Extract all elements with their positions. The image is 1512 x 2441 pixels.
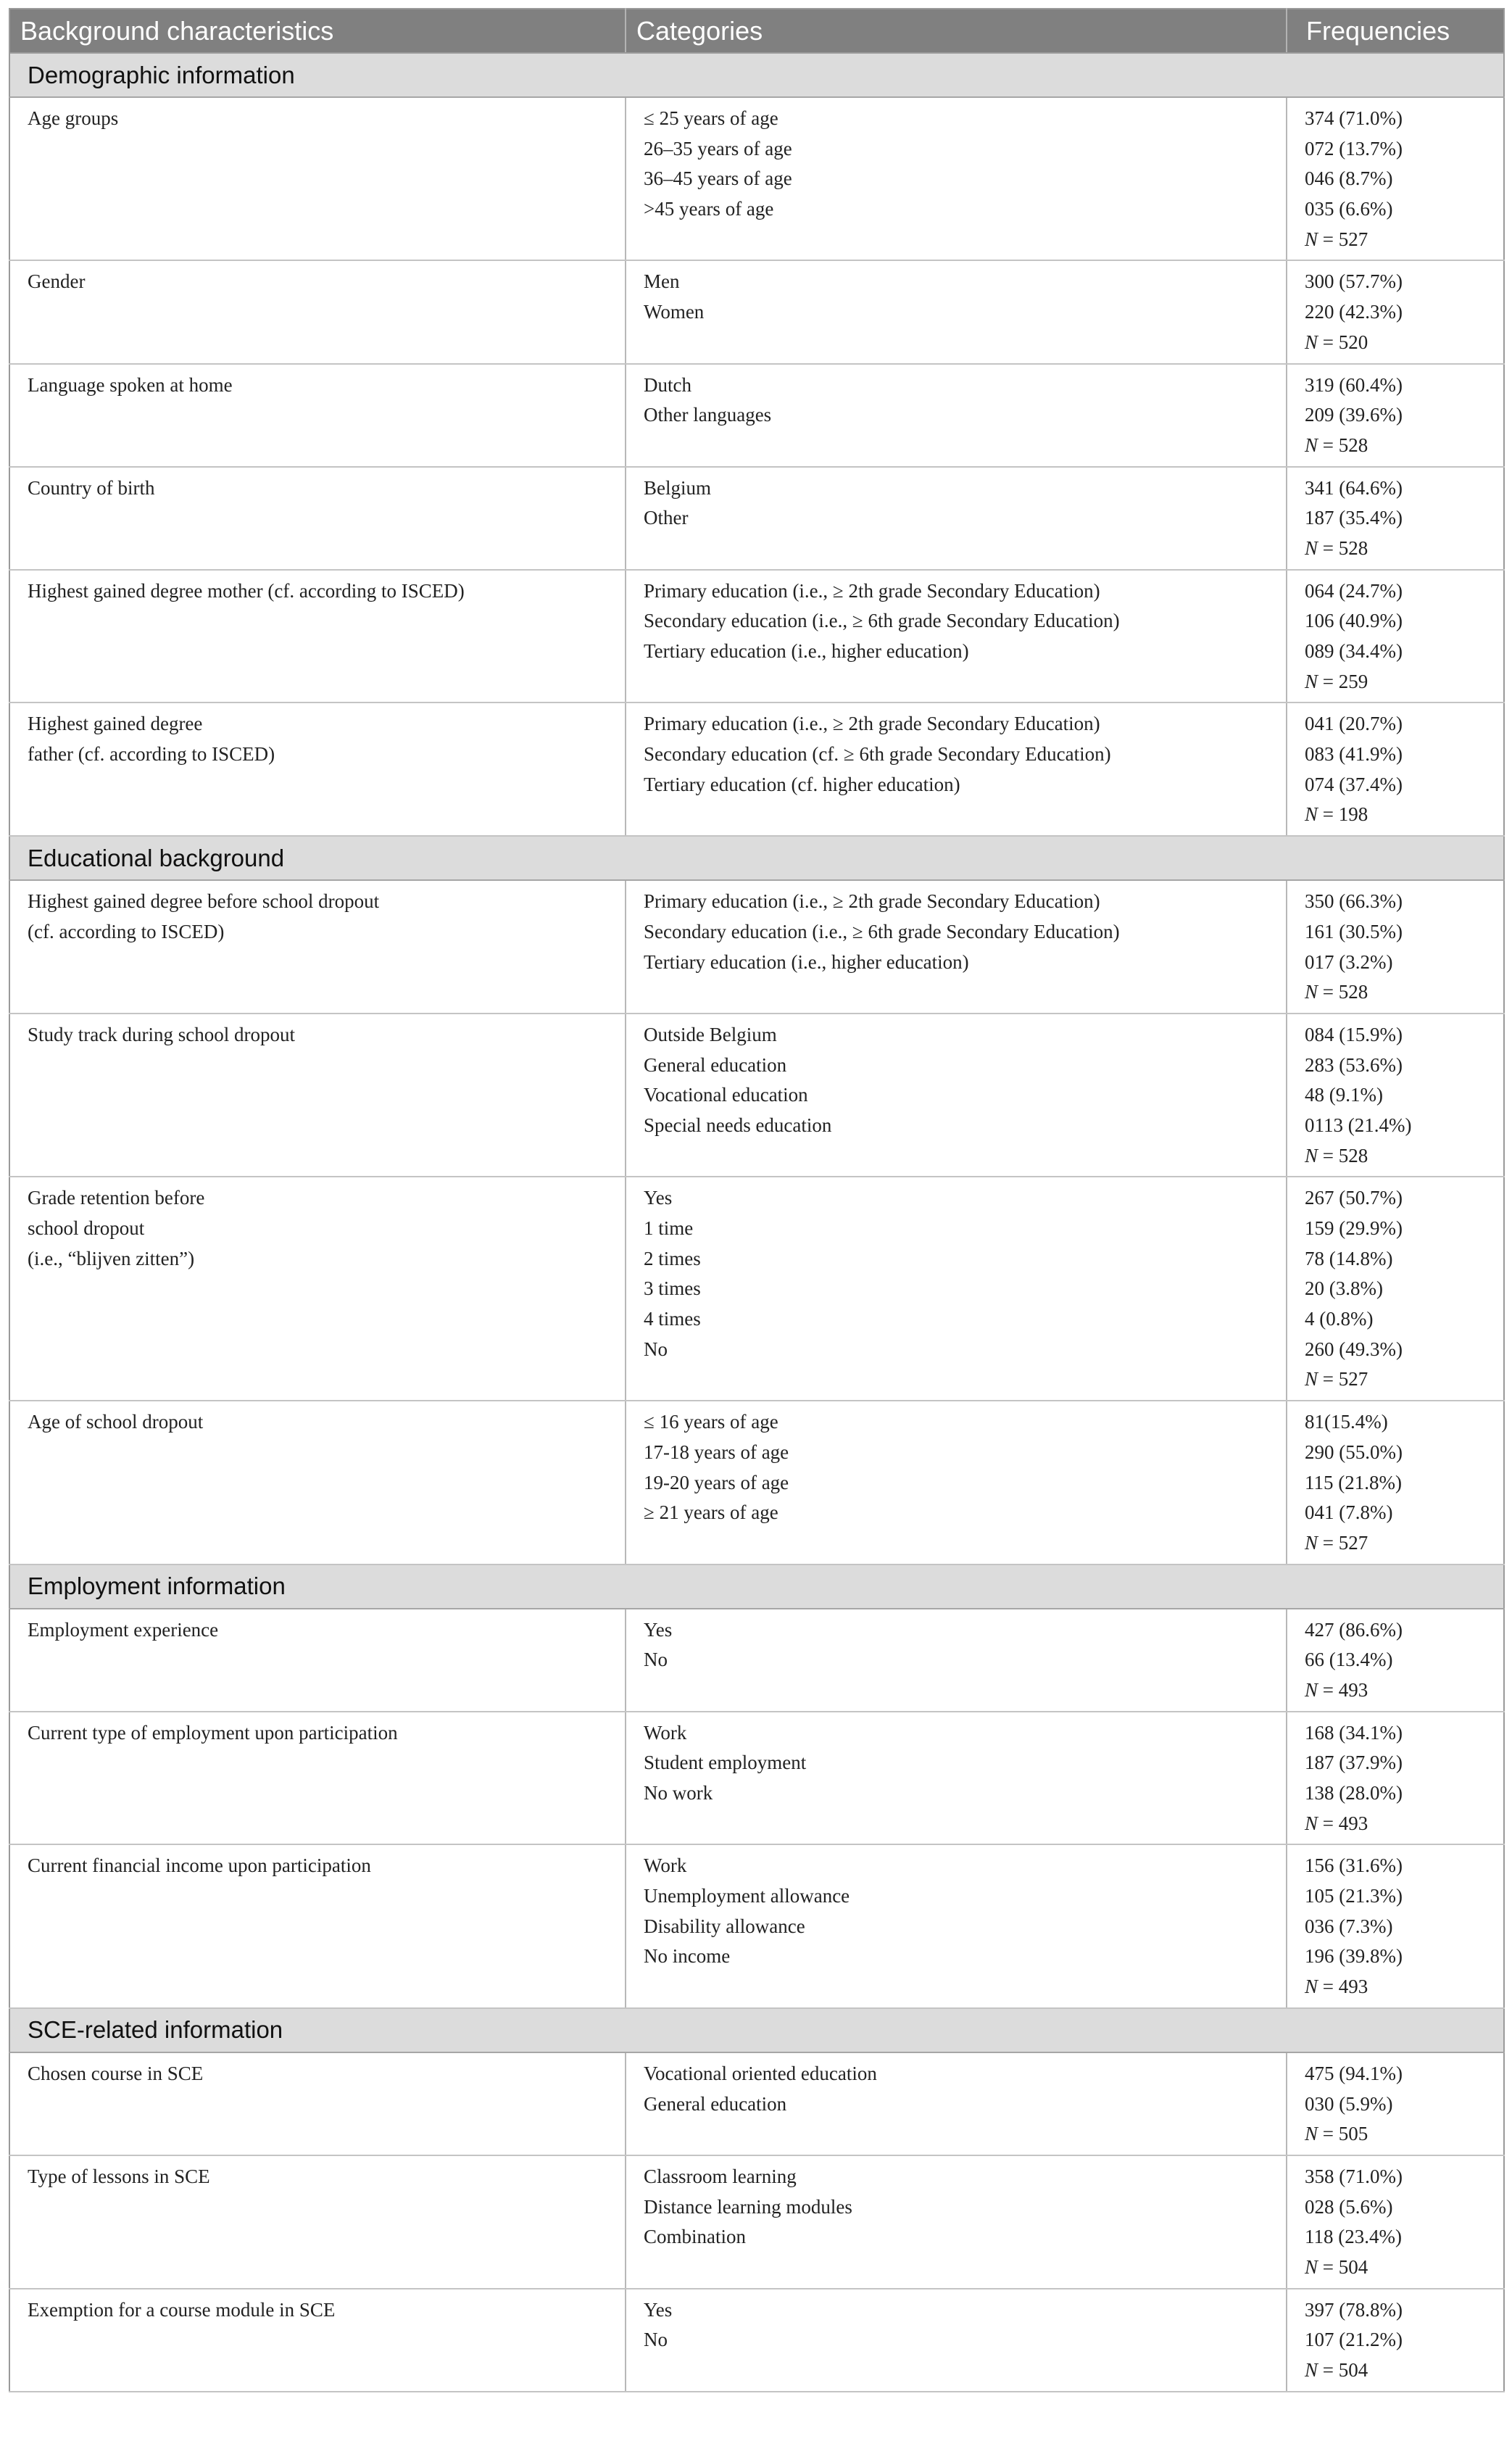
frequencies-cell	[1287, 364, 1504, 467]
sample-size-label: N	[1305, 981, 1318, 1003]
frequencies-cell	[1287, 703, 1504, 836]
sample-size	[1305, 800, 1503, 830]
frequency-value: 48 (9.1%)	[1305, 1084, 1383, 1106]
frequency-value: 030 (5.9%)	[1305, 2092, 1393, 2115]
characteristic-name: Age of school dropout	[9, 1401, 626, 1564]
category-item: Primary education (i.e., ≥ 2th grade Secondary Education)	[644, 890, 1100, 913]
table-header	[9, 9, 1504, 53]
category-item: No	[644, 2329, 668, 2351]
section-header-row	[9, 1565, 1504, 1609]
frequency-value: 300 (57.7%)	[1305, 270, 1403, 293]
frequency-value: 358 (71.0%)	[1305, 2165, 1403, 2187]
sample-size	[1305, 2119, 1503, 2150]
sample-size-label: N	[1305, 2123, 1318, 2145]
section-header-row	[9, 2008, 1504, 2052]
frequencies-cell	[1287, 1844, 1504, 2007]
frequencies-cell	[1287, 2155, 1504, 2289]
sample-size-label: N	[1305, 1812, 1318, 1834]
category-item: Work	[644, 1854, 687, 1877]
sample-size-value: = 527	[1318, 228, 1368, 250]
sample-size-value: = 528	[1318, 434, 1368, 456]
sample-size-label: N	[1305, 2255, 1318, 2278]
sample-size-label: N	[1305, 1368, 1318, 1391]
sample-size-label: N	[1305, 536, 1318, 559]
category-item: No work	[644, 1782, 713, 1804]
sample-size-label: N	[1305, 434, 1318, 456]
header-background-characteristics: Background characteristics	[9, 9, 626, 53]
categories-cell	[626, 1177, 1287, 1401]
category-item: 26–35 years of age	[644, 137, 792, 159]
categories-cell	[626, 570, 1287, 703]
sample-size-value: = 520	[1318, 331, 1368, 353]
frequency-value: 20 (3.8%)	[1305, 1277, 1383, 1300]
frequencies-cell	[1287, 880, 1504, 1014]
characteristic-name: Highest gained degree before school dropout (cf. according to ISCED)	[9, 880, 626, 1014]
category-item: Dutch	[644, 373, 691, 396]
sample-size	[1305, 1972, 1503, 2002]
category-item: Men	[644, 270, 680, 293]
category-item: Distance learning modules	[644, 2195, 852, 2218]
frequency-value: 350 (66.3%)	[1305, 890, 1403, 913]
section-header-row	[9, 836, 1504, 880]
table-row	[9, 364, 1504, 467]
table-row	[9, 1014, 1504, 1177]
background-characteristics-table	[9, 8, 1505, 2392]
frequency-value: 036 (7.3%)	[1305, 1915, 1393, 1937]
frequency-value: 267 (50.7%)	[1305, 1187, 1403, 1209]
sample-size-value: = 504	[1318, 2359, 1368, 2381]
table-row	[9, 2052, 1504, 2155]
category-item: Yes	[644, 1618, 673, 1641]
section-title: Educational background	[9, 836, 1504, 880]
frequency-value: 159 (29.9%)	[1305, 1217, 1403, 1239]
frequency-value: 035 (6.6%)	[1305, 198, 1393, 220]
frequencies-cell	[1287, 260, 1504, 363]
category-item: Tertiary education (i.e., higher education)	[644, 640, 969, 662]
table-row	[9, 260, 1504, 363]
category-item: Student employment	[644, 1752, 807, 1774]
category-item: 4 times	[644, 1308, 701, 1330]
category-item: General education	[644, 1053, 787, 1076]
characteristic-name: Chosen course in SCE	[9, 2052, 626, 2155]
characteristic-name: Current financial income upon participation	[9, 1844, 626, 2007]
section-title: Employment information	[9, 1565, 1504, 1609]
category-item: No	[644, 1649, 668, 1671]
frequency-value: 260 (49.3%)	[1305, 1338, 1403, 1360]
characteristic-name: Grade retention before school dropout (i.e., “blijven zitten”)	[9, 1177, 626, 1401]
frequency-value: 041 (20.7%)	[1305, 713, 1403, 735]
category-item: No income	[644, 1945, 731, 1968]
frequency-value: 209 (39.6%)	[1305, 404, 1403, 426]
frequency-value: 168 (34.1%)	[1305, 1721, 1403, 1744]
categories-cell	[626, 1014, 1287, 1177]
table-container	[9, 8, 1503, 2392]
categories-cell	[626, 1401, 1287, 1564]
frequencies-cell	[1287, 1177, 1504, 1401]
frequency-value: 041 (7.8%)	[1305, 1501, 1393, 1524]
table-row	[9, 2155, 1504, 2289]
header-categories: Categories	[626, 9, 1287, 53]
sample-size	[1305, 1809, 1503, 1839]
sample-size-value: = 527	[1318, 1531, 1368, 1554]
header-frequencies: Frequencies	[1287, 9, 1504, 53]
sample-size-label: N	[1305, 1144, 1318, 1166]
frequencies-cell	[1287, 1712, 1504, 1845]
frequency-value: 106 (40.9%)	[1305, 610, 1403, 632]
category-item: Other	[644, 507, 689, 529]
sample-size-label: N	[1305, 228, 1318, 250]
table-body	[9, 53, 1504, 2392]
header-row	[9, 9, 1504, 53]
frequencies-cell	[1287, 2052, 1504, 2155]
sample-size	[1305, 225, 1503, 255]
frequency-value: 475 (94.1%)	[1305, 2062, 1403, 2084]
category-item: Yes	[644, 1187, 673, 1209]
category-item: Women	[644, 301, 705, 323]
category-item: Unemployment allowance	[644, 1885, 850, 1907]
category-item: Classroom learning	[644, 2165, 797, 2187]
categories-cell	[626, 260, 1287, 363]
category-item: 3 times	[644, 1277, 701, 1300]
frequency-value: 0113 (21.4%)	[1305, 1114, 1412, 1136]
category-item: 19-20 years of age	[644, 1471, 789, 1493]
frequency-value: 283 (53.6%)	[1305, 1053, 1403, 1076]
category-item: Work	[644, 1721, 687, 1744]
sample-size	[1305, 2355, 1503, 2386]
frequency-value: 78 (14.8%)	[1305, 1247, 1393, 1269]
frequency-value: 156 (31.6%)	[1305, 1854, 1403, 1877]
table-row	[9, 97, 1504, 260]
frequency-value: 074 (37.4%)	[1305, 773, 1403, 795]
frequency-value: 105 (21.3%)	[1305, 1885, 1403, 1907]
category-item: Vocational oriented education	[644, 2062, 877, 2084]
category-item: Disability allowance	[644, 1915, 805, 1937]
frequency-value: 319 (60.4%)	[1305, 373, 1403, 396]
section-title: SCE-related information	[9, 2008, 1504, 2052]
frequency-value: 017 (3.2%)	[1305, 950, 1393, 973]
categories-cell	[626, 2289, 1287, 2392]
characteristic-name: Exemption for a course module in SCE	[9, 2289, 626, 2392]
frequencies-cell	[1287, 1609, 1504, 1712]
category-item: Special needs education	[644, 1114, 832, 1136]
category-item: Other languages	[644, 404, 772, 426]
frequency-value: 341 (64.6%)	[1305, 476, 1403, 499]
sample-size-value: = 493	[1318, 1976, 1368, 1998]
table-row	[9, 570, 1504, 703]
characteristic-name: Gender	[9, 260, 626, 363]
sample-size-label: N	[1305, 2359, 1318, 2381]
characteristic-name: Employment experience	[9, 1609, 626, 1712]
frequency-value: 187 (35.4%)	[1305, 507, 1403, 529]
frequency-value: 187 (37.9%)	[1305, 1752, 1403, 1774]
category-item: >45 years of age	[644, 198, 774, 220]
sample-size	[1305, 1675, 1503, 1706]
categories-cell	[626, 467, 1287, 570]
sample-size-value: = 505	[1318, 2123, 1368, 2145]
section-header-row	[9, 53, 1504, 97]
frequency-value: 072 (13.7%)	[1305, 137, 1403, 159]
frequency-value: 084 (15.9%)	[1305, 1023, 1403, 1045]
frequency-value: 290 (55.0%)	[1305, 1441, 1403, 1463]
sample-size-label: N	[1305, 1678, 1318, 1701]
frequency-value: 374 (71.0%)	[1305, 107, 1403, 129]
category-item: Tertiary education (cf. higher education)	[644, 773, 960, 795]
frequencies-cell	[1287, 1014, 1504, 1177]
category-item: ≥ 21 years of age	[644, 1501, 778, 1524]
category-item: Secondary education (i.e., ≥ 6th grade Secondary Education)	[644, 610, 1120, 632]
category-item: Yes	[644, 2298, 673, 2321]
sample-size-label: N	[1305, 331, 1318, 353]
table-row	[9, 703, 1504, 836]
table-row	[9, 1177, 1504, 1401]
sample-size-value: = 198	[1318, 803, 1368, 826]
characteristic-name: Country of birth	[9, 467, 626, 570]
sample-size	[1305, 977, 1503, 1008]
category-item: Tertiary education (i.e., higher education)	[644, 950, 969, 973]
category-item: Vocational education	[644, 1084, 808, 1106]
frequency-value: 161 (30.5%)	[1305, 920, 1403, 942]
sample-size-label: N	[1305, 1976, 1318, 1998]
categories-cell	[626, 1712, 1287, 1845]
characteristic-name: Highest gained degree father (cf. according to ISCED)	[9, 703, 626, 836]
category-item: Secondary education (cf. ≥ 6th grade Secondary Education)	[644, 743, 1111, 766]
characteristic-name: Language spoken at home	[9, 364, 626, 467]
frequency-value: 81(15.4%)	[1305, 1411, 1388, 1433]
table-row	[9, 1712, 1504, 1845]
table-row	[9, 1609, 1504, 1712]
characteristic-name: Current type of employment upon participation	[9, 1712, 626, 1845]
frequency-value: 046 (8.7%)	[1305, 167, 1393, 190]
frequency-value: 138 (28.0%)	[1305, 1782, 1403, 1804]
sample-size-value: = 527	[1318, 1368, 1368, 1391]
category-item: Combination	[644, 2226, 746, 2248]
category-item: Secondary education (i.e., ≥ 6th grade Secondary Education)	[644, 920, 1120, 942]
frequency-value: 118 (23.4%)	[1305, 2226, 1402, 2248]
frequency-value: 064 (24.7%)	[1305, 579, 1403, 602]
characteristic-name: Type of lessons in SCE	[9, 2155, 626, 2289]
category-item: ≤ 25 years of age	[644, 107, 778, 129]
frequency-value: 089 (34.4%)	[1305, 640, 1403, 662]
characteristic-name: Highest gained degree mother (cf. according to ISCED)	[9, 570, 626, 703]
categories-cell	[626, 2155, 1287, 2289]
sample-size-value: = 259	[1318, 670, 1368, 692]
frequencies-cell	[1287, 570, 1504, 703]
frequency-value: 083 (41.9%)	[1305, 743, 1403, 766]
table-row	[9, 1401, 1504, 1564]
table-row	[9, 2289, 1504, 2392]
frequency-value: 66 (13.4%)	[1305, 1649, 1393, 1671]
category-item: Belgium	[644, 476, 711, 499]
frequency-value: 196 (39.8%)	[1305, 1945, 1403, 1968]
sample-size	[1305, 1364, 1503, 1395]
category-item: No	[644, 1338, 668, 1360]
characteristic-name: Age groups	[9, 97, 626, 260]
sample-size	[1305, 1528, 1503, 1559]
frequency-value: 4 (0.8%)	[1305, 1308, 1374, 1330]
sample-size-label: N	[1305, 803, 1318, 826]
frequency-value: 220 (42.3%)	[1305, 301, 1403, 323]
sample-size-value: = 493	[1318, 1812, 1368, 1834]
table-row	[9, 1844, 1504, 2007]
category-item: Primary education (i.e., ≥ 2th grade Secondary Education)	[644, 713, 1100, 735]
category-item: 36–45 years of age	[644, 167, 792, 190]
category-item: 1 time	[644, 1217, 694, 1239]
frequency-value: 028 (5.6%)	[1305, 2195, 1393, 2218]
category-item: Outside Belgium	[644, 1023, 777, 1045]
category-item: 17-18 years of age	[644, 1441, 789, 1463]
frequency-value: 427 (86.6%)	[1305, 1618, 1403, 1641]
frequency-value: 397 (78.8%)	[1305, 2298, 1403, 2321]
frequencies-cell	[1287, 467, 1504, 570]
frequencies-cell	[1287, 1401, 1504, 1564]
sample-size-value: = 528	[1318, 1144, 1368, 1166]
table-row	[9, 880, 1504, 1014]
sample-size	[1305, 2253, 1503, 2283]
sample-size-value: = 493	[1318, 1678, 1368, 1701]
categories-cell	[626, 2052, 1287, 2155]
sample-size-value: = 528	[1318, 981, 1368, 1003]
category-item: General education	[644, 2092, 787, 2115]
sample-size	[1305, 1141, 1503, 1172]
table-row	[9, 467, 1504, 570]
sample-size	[1305, 667, 1503, 697]
category-item: ≤ 16 years of age	[644, 1411, 778, 1433]
sample-size-value: = 504	[1318, 2255, 1368, 2278]
categories-cell	[626, 364, 1287, 467]
sample-size-value: = 528	[1318, 536, 1368, 559]
sample-size	[1305, 431, 1503, 461]
frequencies-cell	[1287, 97, 1504, 260]
sample-size-label: N	[1305, 1531, 1318, 1554]
categories-cell	[626, 880, 1287, 1014]
section-title: Demographic information	[9, 53, 1504, 97]
frequency-value: 115 (21.8%)	[1305, 1471, 1402, 1493]
categories-cell	[626, 1609, 1287, 1712]
categories-cell	[626, 703, 1287, 836]
category-item: Primary education (i.e., ≥ 2th grade Secondary Education)	[644, 579, 1100, 602]
sample-size	[1305, 328, 1503, 358]
frequency-value: 107 (21.2%)	[1305, 2329, 1403, 2351]
sample-size-label: N	[1305, 670, 1318, 692]
categories-cell	[626, 97, 1287, 260]
frequencies-cell	[1287, 2289, 1504, 2392]
category-item: 2 times	[644, 1247, 701, 1269]
characteristic-name: Study track during school dropout	[9, 1014, 626, 1177]
categories-cell	[626, 1844, 1287, 2007]
sample-size	[1305, 534, 1503, 564]
